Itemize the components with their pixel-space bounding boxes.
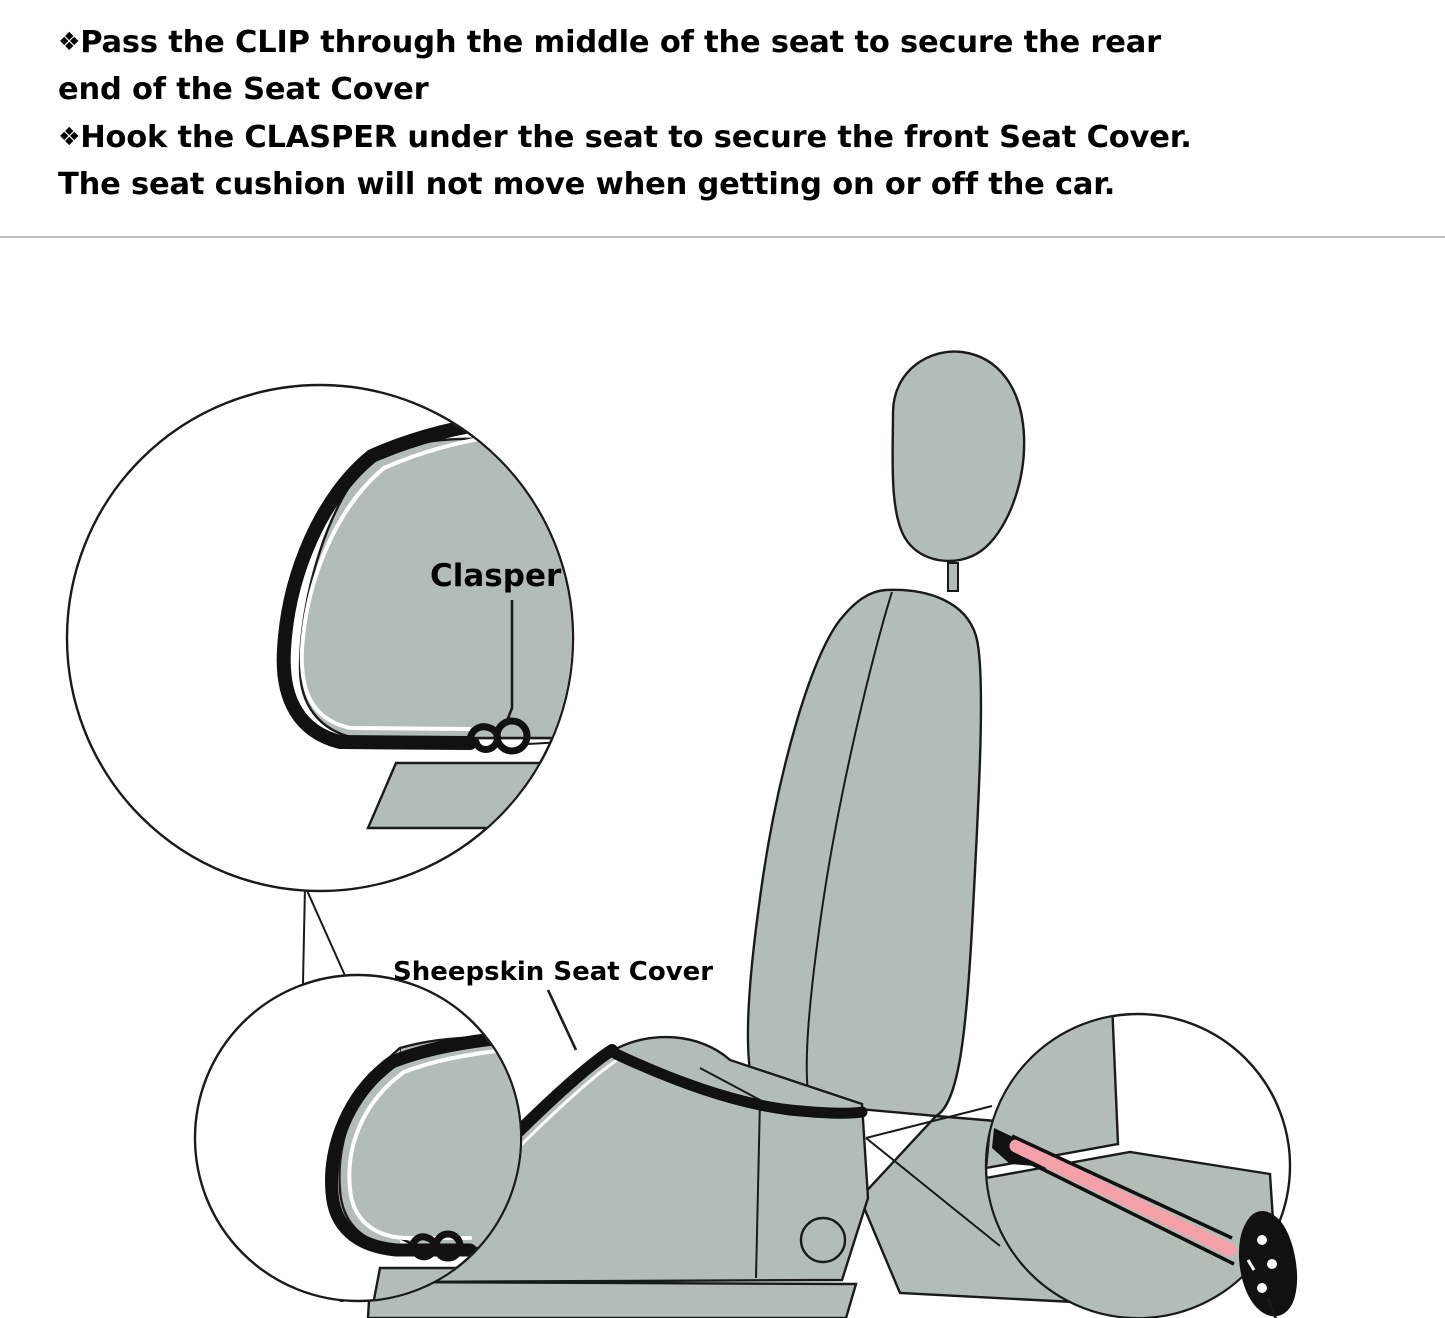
diamond-bullet-icon: ❖ (58, 27, 81, 56)
seat-base-rail (368, 1282, 856, 1318)
diamond-bullet-icon-2: ❖ (58, 122, 81, 151)
instruction-line-1 (58, 18, 1405, 66)
headrest-shape (893, 352, 1025, 561)
instruction-line-1-text: Pass the CLIP through the middle of the seat to secure the rear (80, 25, 1161, 60)
seat-back-shape (748, 590, 981, 1116)
label-sheepskin-seat-cover: Sheepskin Seat Cover (393, 957, 714, 987)
instruction-line-1-cont: end of the Seat Cover (58, 72, 429, 107)
instruction-line-2 (58, 113, 1405, 161)
clip-hole-3 (1257, 1283, 1267, 1293)
instruction-block (0, 0, 1445, 238)
clasper-base-rail (368, 763, 616, 828)
seat-diagram (0, 238, 1445, 1318)
headrest-post-fill (948, 563, 958, 591)
instruction-line-2-text: Hook the CLASPER under the seat to secure the front Seat Cover. (80, 120, 1192, 155)
clip-hole-2 (1267, 1259, 1277, 1269)
clip-hole-1 (1257, 1235, 1267, 1245)
instruction-line-2-cont: The seat cushion will not move when getting on or off the car. (58, 167, 1116, 202)
seat-cover-label-pointer (548, 990, 576, 1050)
seat-pivot-left (801, 1218, 845, 1262)
label-clasper: Clasper (430, 558, 562, 594)
